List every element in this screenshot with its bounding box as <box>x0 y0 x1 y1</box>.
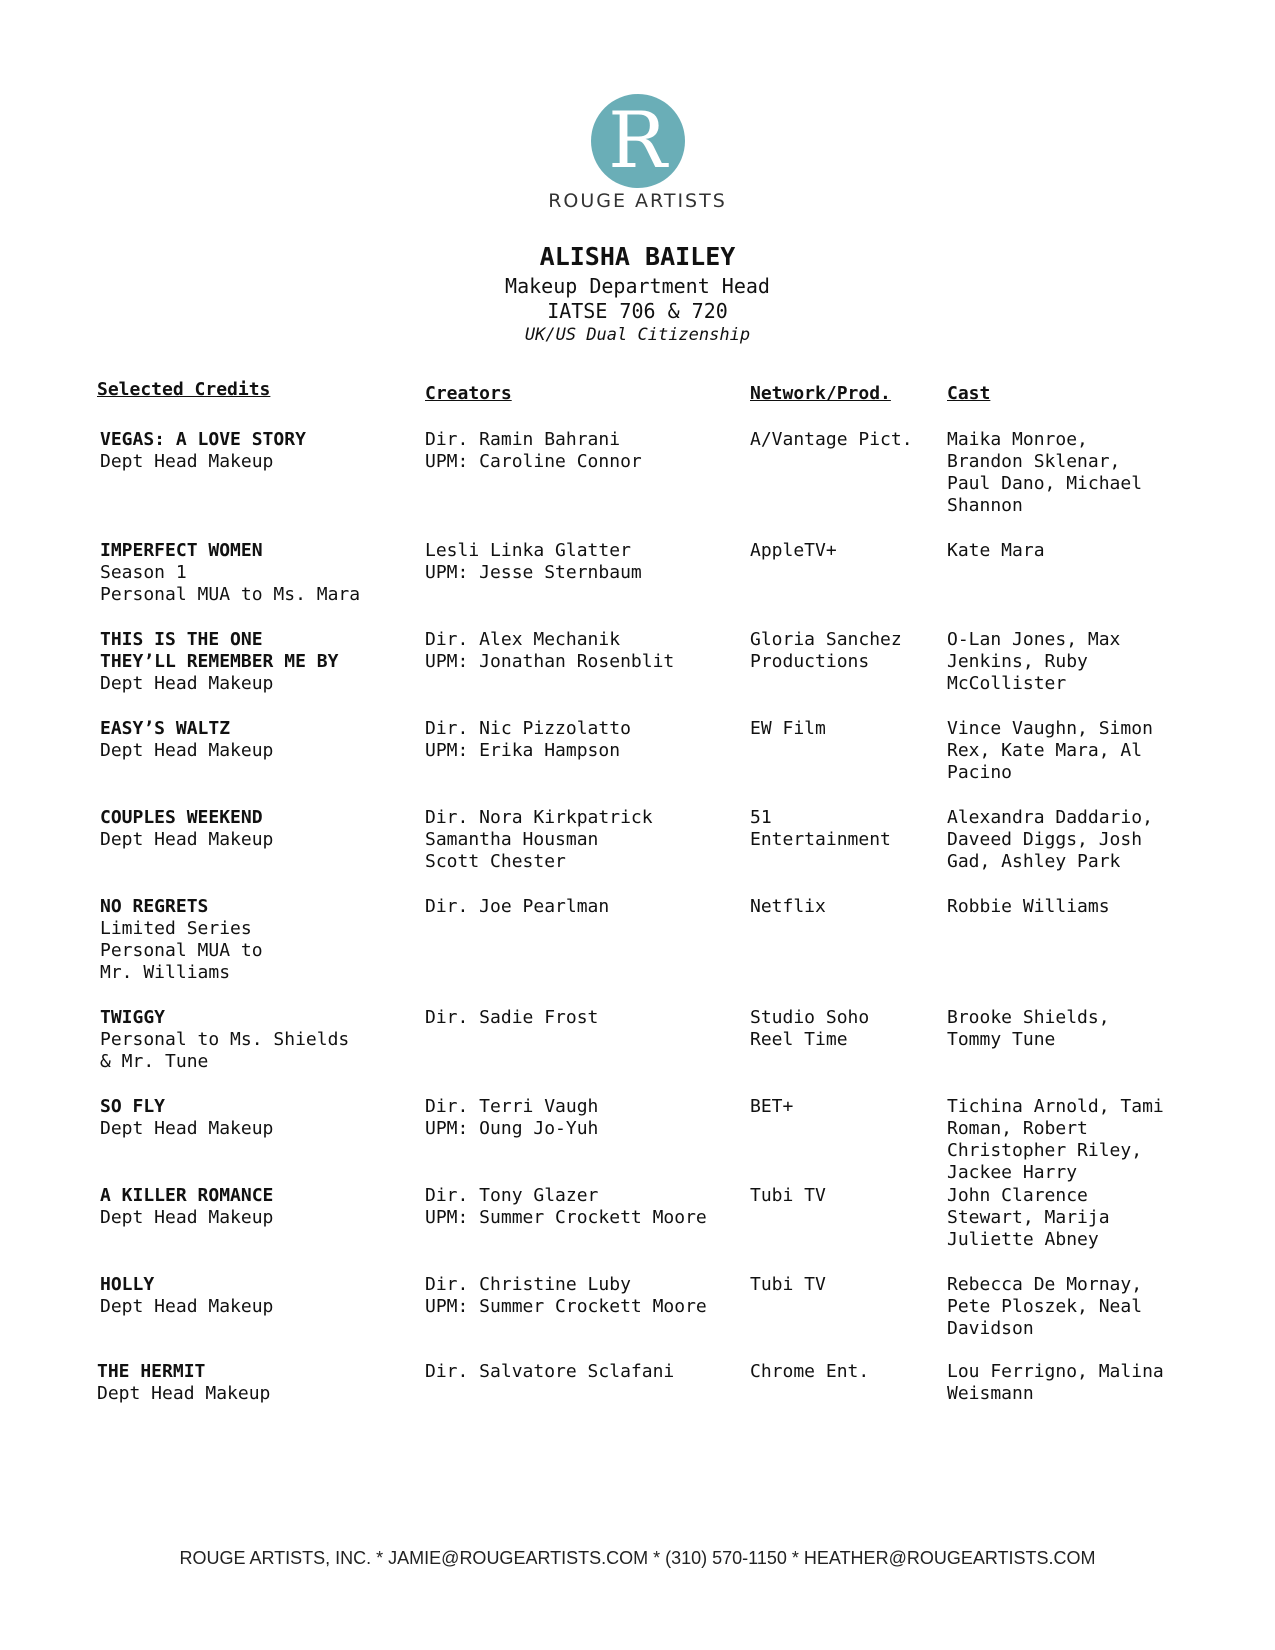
credit-position: Dept Head Makeup <box>100 740 274 761</box>
credit-title-cell <box>100 896 400 984</box>
credit-position: Dept Head Makeup <box>100 1296 274 1317</box>
creator-name: Dir. Ramin Bahrani <box>425 429 621 450</box>
network-name: EW Film <box>750 718 826 739</box>
cast-names: Kate Mara <box>947 540 1045 561</box>
cast-names: McCollister <box>947 673 1067 694</box>
artist-citizenship: UK/US Dual Citizenship <box>524 325 751 345</box>
cast-names: Pete Ploszek, Neal <box>947 1296 1143 1317</box>
credit-position: Personal MUA to Ms. Mara <box>100 584 361 605</box>
artist-union: IATSE 706 & 720 <box>547 299 728 323</box>
column-header-cast: Cast <box>947 383 991 404</box>
credit-title: SO FLY <box>100 1096 166 1117</box>
cast-names: Alexandra Daddario, <box>947 807 1153 828</box>
credit-title: NO REGRETS <box>100 896 209 917</box>
cast-names: Maika Monroe, <box>947 429 1088 450</box>
cast-names: Stewart, Marija <box>947 1207 1110 1228</box>
credit-position: Personal to Ms. Shields <box>100 1029 350 1050</box>
credit-title: THIS IS THE ONE <box>100 629 263 650</box>
credit-network-cell <box>750 1185 940 1207</box>
credit-cast-cell <box>947 807 1187 873</box>
credit-creators-cell <box>425 1361 745 1383</box>
artist-name: ALISHA BAILEY <box>539 242 736 271</box>
credit-title-cell <box>100 540 400 606</box>
credit-position: Dept Head Makeup <box>100 1118 274 1139</box>
credit-creators-cell <box>425 718 745 762</box>
credit-network-cell <box>750 1361 940 1383</box>
credit-network-cell <box>750 718 940 740</box>
credit-network-cell <box>750 807 940 851</box>
credit-title: THE HERMIT <box>97 1361 206 1382</box>
credit-title-cell <box>100 1274 400 1318</box>
creator-name: Dir. Joe Pearlman <box>425 896 610 917</box>
credit-creators-cell <box>425 1096 745 1140</box>
credit-cast-cell <box>947 896 1187 918</box>
cast-names: Tichina Arnold, Tami <box>947 1096 1164 1117</box>
creator-name: Dir. Nic Pizzolatto <box>425 718 631 739</box>
credit-cast-cell <box>947 1096 1187 1184</box>
credit-network-cell <box>750 1007 940 1051</box>
credit-title: EASY’S WALTZ <box>100 718 231 739</box>
creator-name: UPM: Summer Crockett Moore <box>425 1296 707 1317</box>
network-name: BET+ <box>750 1096 794 1117</box>
cast-names: Christopher Riley, <box>947 1140 1143 1161</box>
credit-network-cell <box>750 896 940 918</box>
credit-position: Dept Head Makeup <box>100 829 274 850</box>
credit-title: VEGAS: A LOVE STORY <box>100 429 306 450</box>
credit-title-cell <box>100 629 400 695</box>
credit-title: COUPLES WEEKEND <box>100 807 263 828</box>
creator-name: Dir. Nora Kirkpatrick <box>425 807 653 828</box>
cast-names: Davidson <box>947 1318 1034 1339</box>
creator-name: Dir. Christine Luby <box>425 1274 631 1295</box>
credit-network-cell <box>750 1274 940 1296</box>
credit-title: A KILLER ROMANCE <box>100 1185 274 1206</box>
artist-role: Makeup Department Head <box>505 274 770 298</box>
cast-names: Pacino <box>947 762 1013 783</box>
credit-title: TWIGGY <box>100 1007 166 1028</box>
cast-names: Jackee Harry <box>947 1162 1078 1183</box>
credit-title: IMPERFECT WOMEN <box>100 540 263 561</box>
creator-name: Dir. Alex Mechanik <box>425 629 621 650</box>
credit-position: Dept Head Makeup <box>100 1207 274 1228</box>
credit-title-cell <box>100 1096 400 1140</box>
credit-position: & Mr. Tune <box>100 1051 209 1072</box>
resume-header <box>0 240 1275 346</box>
cast-names: Robbie Williams <box>947 896 1110 917</box>
credit-title-cell <box>100 429 400 473</box>
network-name: Productions <box>750 651 870 672</box>
creator-name: UPM: Jesse Sternbaum <box>425 562 642 583</box>
creator-name: UPM: Erika Hampson <box>425 740 621 761</box>
logo-circle <box>591 94 685 188</box>
credit-creators-cell <box>425 1274 745 1318</box>
credit-position: Limited Series <box>100 918 252 939</box>
cast-names: Roman, Robert <box>947 1118 1088 1139</box>
creator-name: Dir. Tony Glazer <box>425 1185 599 1206</box>
credit-title-cell <box>100 1185 400 1229</box>
credit-position: Dept Head Makeup <box>100 673 274 694</box>
agency-contact-footer: ROUGE ARTISTS, INC. * JAMIE@ROUGEARTISTS.COM * (310) 570-1150 * HEATHER@ROUGEARTISTS.COM <box>179 1548 1096 1568</box>
agency-logo <box>0 94 1275 212</box>
credit-title: HOLLY <box>100 1274 155 1295</box>
network-name: A/Vantage Pict. <box>750 429 913 450</box>
network-name: Entertainment <box>750 829 891 850</box>
network-name: Tubi TV <box>750 1185 826 1206</box>
credit-creators-cell <box>425 540 745 584</box>
cast-names: Daveed Diggs, Josh <box>947 829 1143 850</box>
creator-name: UPM: Jonathan Rosenblit <box>425 651 675 672</box>
creator-name: Dir. Terri Vaugh <box>425 1096 599 1117</box>
creator-name: UPM: Oung Jo-Yuh <box>425 1118 599 1139</box>
creator-name: UPM: Caroline Connor <box>425 451 642 472</box>
credit-creators-cell <box>425 896 745 918</box>
credit-creators-cell <box>425 429 745 473</box>
column-header-network: Network/Prod. <box>750 383 891 404</box>
credit-cast-cell <box>947 429 1187 517</box>
creator-name: Dir. Sadie Frost <box>425 1007 599 1028</box>
network-name: 51 <box>750 807 772 828</box>
credit-network-cell <box>750 429 940 451</box>
cast-names: Gad, Ashley Park <box>947 851 1121 872</box>
credit-position: Dept Head Makeup <box>100 451 274 472</box>
credit-title: THEY’LL REMEMBER ME BY <box>100 651 339 672</box>
cast-names: Rex, Kate Mara, Al <box>947 740 1143 761</box>
credit-title-cell <box>97 1361 397 1405</box>
credit-position: Personal MUA to <box>100 940 263 961</box>
credit-cast-cell <box>947 629 1187 695</box>
credit-title-cell <box>100 718 400 762</box>
cast-names: Rebecca De Mornay, <box>947 1274 1143 1295</box>
creator-name: Samantha Housman <box>425 829 599 850</box>
network-name: Reel Time <box>750 1029 848 1050</box>
network-name: Netflix <box>750 896 826 917</box>
credit-position: Dept Head Makeup <box>97 1383 271 1404</box>
cast-names: O-Lan Jones, Max <box>947 629 1121 650</box>
credit-position: Mr. Williams <box>100 962 231 983</box>
cast-names: Brandon Sklenar, <box>947 451 1121 472</box>
cast-names: Paul Dano, Michael <box>947 473 1143 494</box>
column-header-creators: Creators <box>425 383 512 404</box>
logo-letter: R <box>608 96 667 186</box>
cast-names: Lou Ferrigno, Malina <box>947 1361 1164 1382</box>
network-name: Gloria Sanchez <box>750 629 902 650</box>
creator-name: Dir. Salvatore Sclafani <box>425 1361 675 1382</box>
credit-cast-cell <box>947 540 1187 562</box>
column-header-credits: Selected Credits <box>97 379 271 400</box>
network-name: Chrome Ent. <box>750 1361 870 1382</box>
credit-creators-cell <box>425 1185 745 1229</box>
logo-wordmark: ROUGE ARTISTS <box>548 190 727 212</box>
cast-names: Brooke Shields, <box>947 1007 1110 1028</box>
credit-title-cell <box>100 1007 400 1073</box>
credit-network-cell <box>750 1096 940 1118</box>
cast-names: Shannon <box>947 495 1023 516</box>
cast-names: Juliette Abney <box>947 1229 1099 1250</box>
network-name: AppleTV+ <box>750 540 837 561</box>
credit-creators-cell <box>425 807 745 873</box>
credit-title-cell <box>100 807 400 851</box>
credit-cast-cell <box>947 718 1187 784</box>
credit-cast-cell <box>947 1007 1187 1051</box>
creator-name: Lesli Linka Glatter <box>425 540 631 561</box>
network-name: Studio Soho <box>750 1007 870 1028</box>
creator-name: UPM: Summer Crockett Moore <box>425 1207 707 1228</box>
cast-names: John Clarence <box>947 1185 1088 1206</box>
credit-creators-cell <box>425 629 745 673</box>
credit-network-cell <box>750 629 940 673</box>
cast-names: Tommy Tune <box>947 1029 1056 1050</box>
cast-names: Jenkins, Ruby <box>947 651 1088 672</box>
creator-name: Scott Chester <box>425 851 566 872</box>
credit-cast-cell <box>947 1274 1187 1340</box>
network-name: Tubi TV <box>750 1274 826 1295</box>
credit-creators-cell <box>425 1007 745 1029</box>
credit-position: Season 1 <box>100 562 187 583</box>
cast-names: Vince Vaughn, Simon <box>947 718 1153 739</box>
credit-network-cell <box>750 540 940 562</box>
credit-cast-cell <box>947 1361 1187 1405</box>
credit-cast-cell <box>947 1185 1187 1251</box>
cast-names: Weismann <box>947 1383 1034 1404</box>
